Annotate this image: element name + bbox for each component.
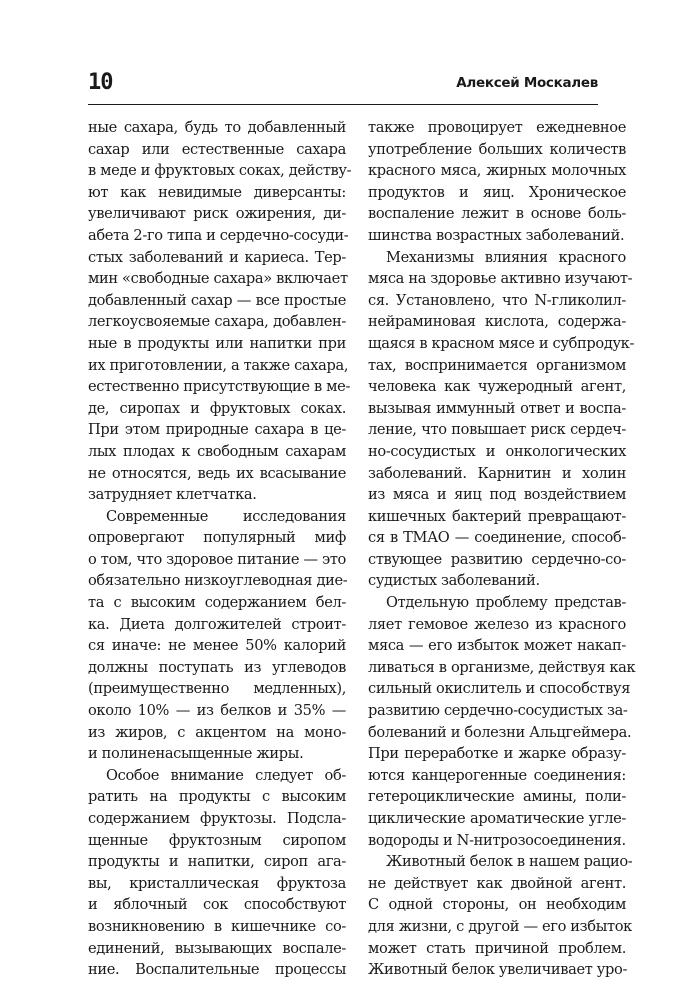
text-line: ливаться в организме, действуя как <box>368 658 636 676</box>
text-line: содержанием фруктозы. Подсла- <box>88 810 346 827</box>
text-line: употребление больших количеств <box>368 140 626 158</box>
text-line: красного мяса, жирных молочных <box>368 162 626 180</box>
text-line: из мяса и яиц под воздействием <box>368 486 626 504</box>
text-line: С одной стороны, он необходим <box>368 896 626 914</box>
text-line: сахар или естественные сахара <box>88 140 346 158</box>
text-line: лых плодах к свободным сахарам <box>88 442 346 460</box>
text-line: не относятся, ведь их всасывание <box>88 464 346 482</box>
text-line: мин «свободные сахара» включает <box>88 270 348 288</box>
running-head-author: Алексей Москалев <box>456 75 598 91</box>
text-line: но-сосудистых и онкологических <box>368 442 626 460</box>
text-line: ные сахара, будь то добавленный <box>88 119 346 136</box>
text-line: для жизни, с другой — его избыток <box>368 917 632 935</box>
text-line: ление, что повышает риск сердеч- <box>368 421 626 439</box>
text-line: обязательно низкоуглеводная дие- <box>88 572 348 590</box>
text-line: Животный белок в нашем рацио- <box>386 853 633 871</box>
text-line: абета 2-го типа и сердечно-сосуди- <box>88 226 349 244</box>
text-line: продукты и напитки, сироп ага- <box>88 853 346 871</box>
text-line: Отдельную проблему представ- <box>386 594 626 612</box>
text-line: ствующее развитию сердечно-со- <box>368 550 626 568</box>
text-line: кишечных бактерий превращают- <box>368 507 626 525</box>
text-line: затрудняет клетчатка. <box>88 486 257 504</box>
text-line: При этом природные сахара в це- <box>88 421 346 439</box>
text-line: судистых заболеваний. <box>368 572 540 590</box>
text-line: и яблочный сок способствуют <box>88 896 346 914</box>
text-line: нейраминовая кислота, содержа- <box>368 313 626 331</box>
text-line: Механизмы влияния красного <box>386 248 626 266</box>
text-line: При переработке и жарке образу- <box>368 745 626 763</box>
text-line: тах, воспринимается организмом <box>368 356 626 374</box>
text-line: около 10% — из белков и 35% — <box>88 702 346 720</box>
text-line: и полиненасыщенные жиры. <box>88 745 304 763</box>
text-line: воспаление лежит в основе боль- <box>368 205 626 223</box>
text-line: щенные фруктозным сиропом <box>88 831 346 849</box>
text-line: Особое внимание следует об- <box>106 766 346 784</box>
text-line: шинства возрастных заболеваний. <box>368 226 625 244</box>
text-line: о том, что здоровое питание — это <box>88 550 346 568</box>
text-line: заболеваний. Карнитин и холин <box>368 464 626 482</box>
text-line: (преимущественно медленных), <box>88 680 346 698</box>
text-line: возникновению в кишечнике со- <box>88 917 346 935</box>
text-line: не действует как двойной агент. <box>368 874 626 892</box>
page-number: 10 <box>88 70 113 95</box>
text-line: циклические ароматические угле- <box>368 810 626 827</box>
text-line: ют как невидимые диверсанты: <box>88 183 346 201</box>
text-line: ные в продукты или напитки при <box>88 334 346 352</box>
text-line: щаяся в красном мясе и субпродук- <box>368 334 635 352</box>
text-line: ся иначе: не менее 50% калорий <box>88 637 346 655</box>
text-line: мяса на здоровье активно изучают- <box>368 270 633 288</box>
text-column-right <box>368 117 636 981</box>
text-line: ся. Установлено, что N-гликолил- <box>368 291 626 309</box>
text-line: ние. Воспалительные процессы <box>88 961 346 979</box>
page-header <box>88 70 598 104</box>
text-line: гетероциклические амины, поли- <box>368 788 626 806</box>
text-line: продуктов и яиц. Хроническое <box>368 183 626 201</box>
text-line: единений, вызывающих воспале- <box>88 939 346 957</box>
text-line: ются канцерогенные соединения: <box>368 766 626 784</box>
text-line: водороды и N-нитрозосоединения. <box>368 831 626 849</box>
text-line: их приготовлении, а также сахара, <box>88 356 349 374</box>
header-rule <box>88 104 598 105</box>
text-line: Современные исследования <box>106 507 346 525</box>
text-line: стых заболеваний и кариеса. Тер- <box>88 248 346 266</box>
text-line: вызывая иммунный ответ и воспа- <box>368 399 626 417</box>
text-line: может стать причиной проблем. <box>368 939 626 957</box>
text-column-left <box>88 117 352 981</box>
text-line: естественно присутствующие в ме- <box>88 378 351 396</box>
text-line: мяса — его избыток может накап- <box>368 637 626 655</box>
text-line: сильный окислитель и способствуя <box>368 680 631 698</box>
text-line: человека как чужеродный агент, <box>368 378 626 396</box>
text-line: де, сиропах и фруктовых соках. <box>88 399 346 417</box>
text-line: ратить на продукты с высоким <box>88 788 346 806</box>
text-line: развитию сердечно-сосудистых за- <box>368 702 628 720</box>
text-line: опровергают популярный миф <box>88 529 346 547</box>
text-line: должны поступать из углеводов <box>88 658 346 676</box>
text-line: из жиров, с акцентом на моно- <box>88 723 346 741</box>
text-line: легкоусвояемые сахара, добавлен- <box>88 313 346 331</box>
text-line: ляет гемовое железо из красного <box>368 615 626 633</box>
text-line: в меде и фруктовых соках, действу- <box>88 162 352 180</box>
text-line: добавленный сахар — все простые <box>88 291 346 309</box>
text-line: ка. Диета долгожителей строит- <box>88 615 346 633</box>
text-line: ся в ТМАО — соединение, способ- <box>368 529 626 547</box>
text-line: Животный белок увеличивает уро- <box>368 961 628 979</box>
text-line: увеличивают риск ожирения, ди- <box>88 205 346 223</box>
text-line: болеваний и болезни Альцгеймера. <box>368 723 632 741</box>
text-line: также провоцирует ежедневное <box>368 119 626 136</box>
text-line: вы, кристаллическая фруктоза <box>88 874 346 892</box>
text-line: та с высоким содержанием бел- <box>88 594 346 612</box>
